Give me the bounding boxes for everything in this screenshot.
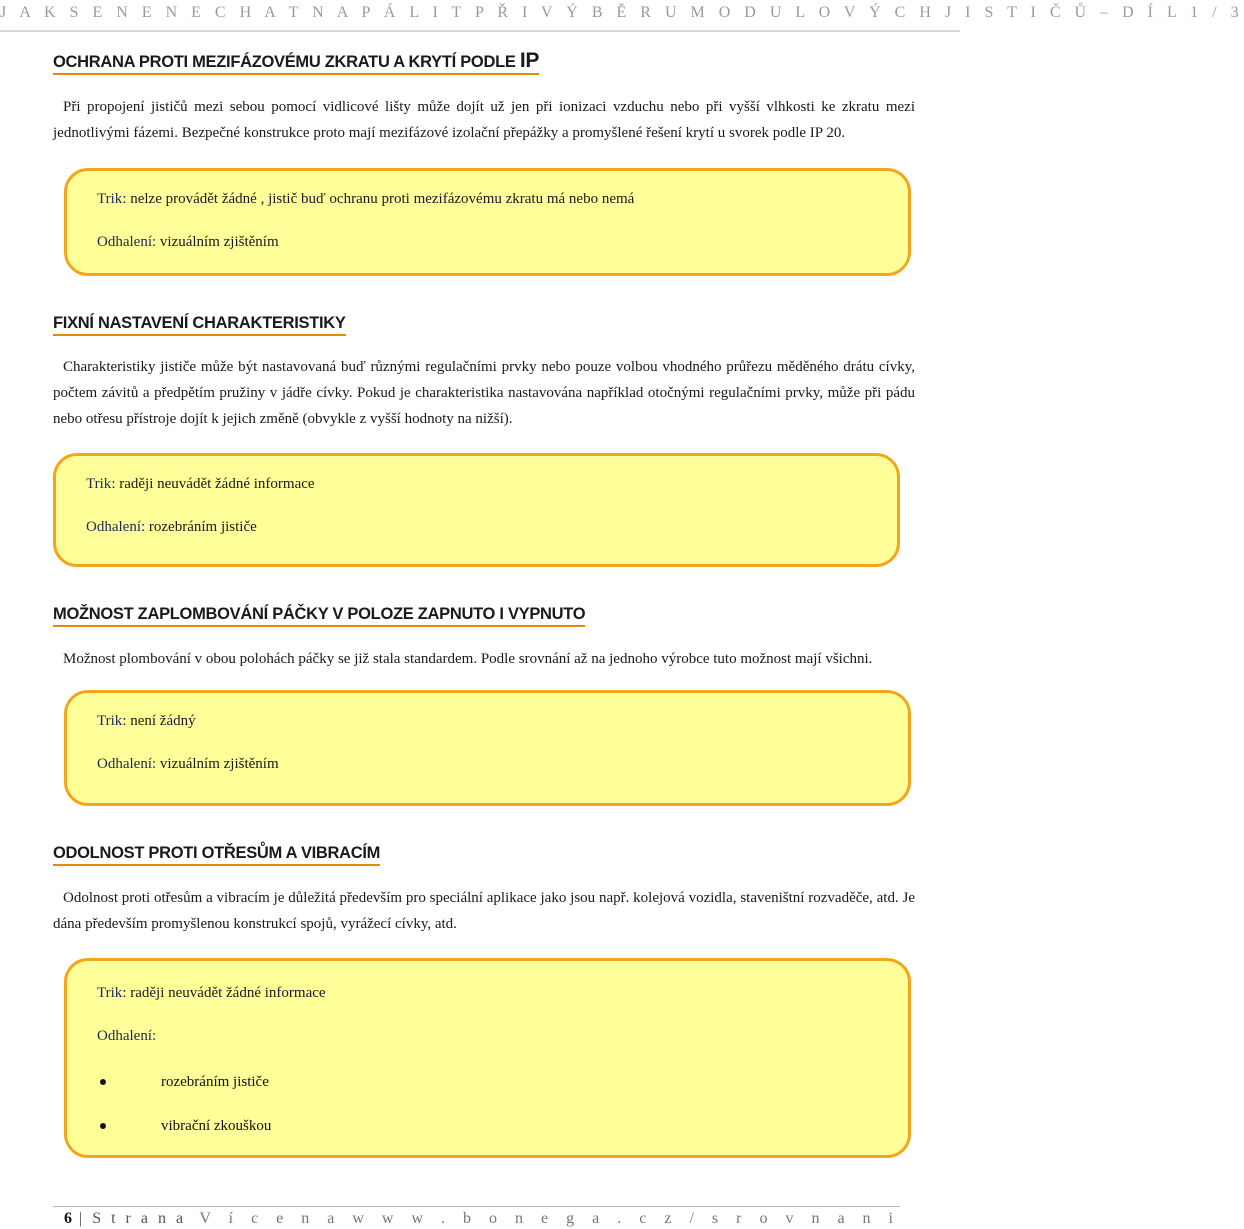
section-heading-characteristic: FIXNÍ NASTAVENÍ CHARAKTERISTIKY — [53, 312, 346, 336]
header-divider — [0, 30, 960, 32]
page-label: S t r a n a — [92, 1210, 187, 1227]
reveal-text: rozebráním jističe — [145, 519, 257, 535]
section-paragraph-sealing — [53, 646, 915, 672]
reveal-label: Odhalení: — [97, 234, 157, 250]
reveal-line — [97, 1028, 156, 1045]
footer-website-link[interactable]: V í c e n a w w w . b o n e g a . c z / s r o v n a n i — [199, 1210, 900, 1227]
tip-text: : není žádný — [122, 713, 196, 729]
list-item: vibrační zkouškou — [97, 1116, 271, 1160]
footer-separator: | — [72, 1210, 93, 1227]
reveal-line — [86, 519, 257, 536]
tip-label: Trik — [97, 191, 123, 207]
tip-label: Trik — [86, 476, 112, 492]
list-item: rozebráním jističe — [97, 1072, 271, 1116]
paragraph-text: Možnost plombování v obou polohách páčky se již stala standardem. Podle srovnání až na jednoho výrobce tuto možnost mají všichni. — [63, 651, 873, 667]
page-header: J A K S E N E N E C H A T N A P Á L I T P Ř I V Ý B Ě R U M O D U L O V Ý C H J I S T I Č Ů – D Í L 1 / 3 — [0, 4, 1244, 21]
section-paragraph-characteristic — [53, 354, 915, 432]
tip-text: : raději neuvádět žádné informace — [122, 985, 326, 1001]
section-paragraph-ip — [53, 94, 915, 146]
section-heading-ip — [53, 50, 539, 75]
section-heading-sealing: MOŽNOST ZAPLOMBOVÁNÍ PÁČKY V POLOZE ZAPNUTO I VYPNUTO — [53, 603, 585, 627]
section-heading-vibration: ODOLNOST PROTI OTŘESŮM A VIBRACÍM — [53, 842, 380, 866]
heading-text: OCHRANA PROTI MEZIFÁZOVÉMU ZKRATU A KRYTÍ PODLE — [53, 53, 520, 71]
tip-label: Trik — [97, 713, 123, 729]
reveal-text: vizuálním zjištěním — [156, 234, 279, 250]
tip-line — [86, 476, 315, 493]
tip-text: : nelze provádět žádné , jistič buď ochranu proti mezifázovému zkratu má nebo nemá — [122, 191, 635, 207]
heading-ip-text: IP — [519, 49, 540, 72]
tip-box-vibration — [64, 958, 911, 1158]
footer-divider — [53, 1206, 900, 1207]
paragraph-text: Odolnost proti otřesům a vibracím je důležitá především pro speciální aplikace jako jsou např. kolejová vozidla, staveništní rozvaděče, atd. Je dána především promyšlenou konstrukcí spojů, vyrážecí cívky, atd. — [53, 890, 915, 932]
paragraph-text: Charakteristiky jističe může být nastavovaná buď různými regulačními prvky nebo pouze volbou vhodného průřezu měděného drátu cívky, počtem závitů a předpětím pružiny v jádře cívky. Pokud je charakteristika nastavována například otočnými regulačními prvky, může při pádu nebo otřesu přístroje dojít k jejich změně (obvykle z vyšší hodnoty na nižší). — [53, 359, 915, 427]
page-number: 6 — [64, 1210, 72, 1227]
reveal-line — [97, 234, 279, 251]
reveal-label: Odhalení: — [86, 519, 146, 535]
tip-text: : raději neuvádět žádné informace — [111, 476, 315, 492]
tip-box-sealing — [64, 690, 911, 806]
reveal-line — [97, 756, 279, 773]
reveal-label: Odhalení: — [97, 756, 157, 772]
tip-line — [97, 713, 196, 730]
tip-label: Trik — [97, 985, 123, 1001]
tip-line — [97, 191, 634, 208]
footer-page-number — [64, 1210, 186, 1228]
section-paragraph-vibration — [53, 885, 915, 937]
reveal-list — [97, 1072, 271, 1160]
paragraph-text: Při propojení jističů mezi sebou pomocí vidlicové lišty může dojít už jen při ionizaci vzduchu nebo při vyšší vlhkosti ke zkratu mezi jednotlivými fázemi. Bezpečné konstrukce proto mají mezifázové izolační přepážky a promyšlené řešení krytí u svorek podle IP 20. — [53, 99, 915, 141]
reveal-text: vizuálním zjištěním — [156, 756, 279, 772]
tip-box-ip — [64, 168, 911, 276]
tip-box-characteristic — [53, 453, 900, 567]
reveal-label: Odhalení: — [97, 1028, 157, 1044]
tip-line — [97, 985, 326, 1002]
